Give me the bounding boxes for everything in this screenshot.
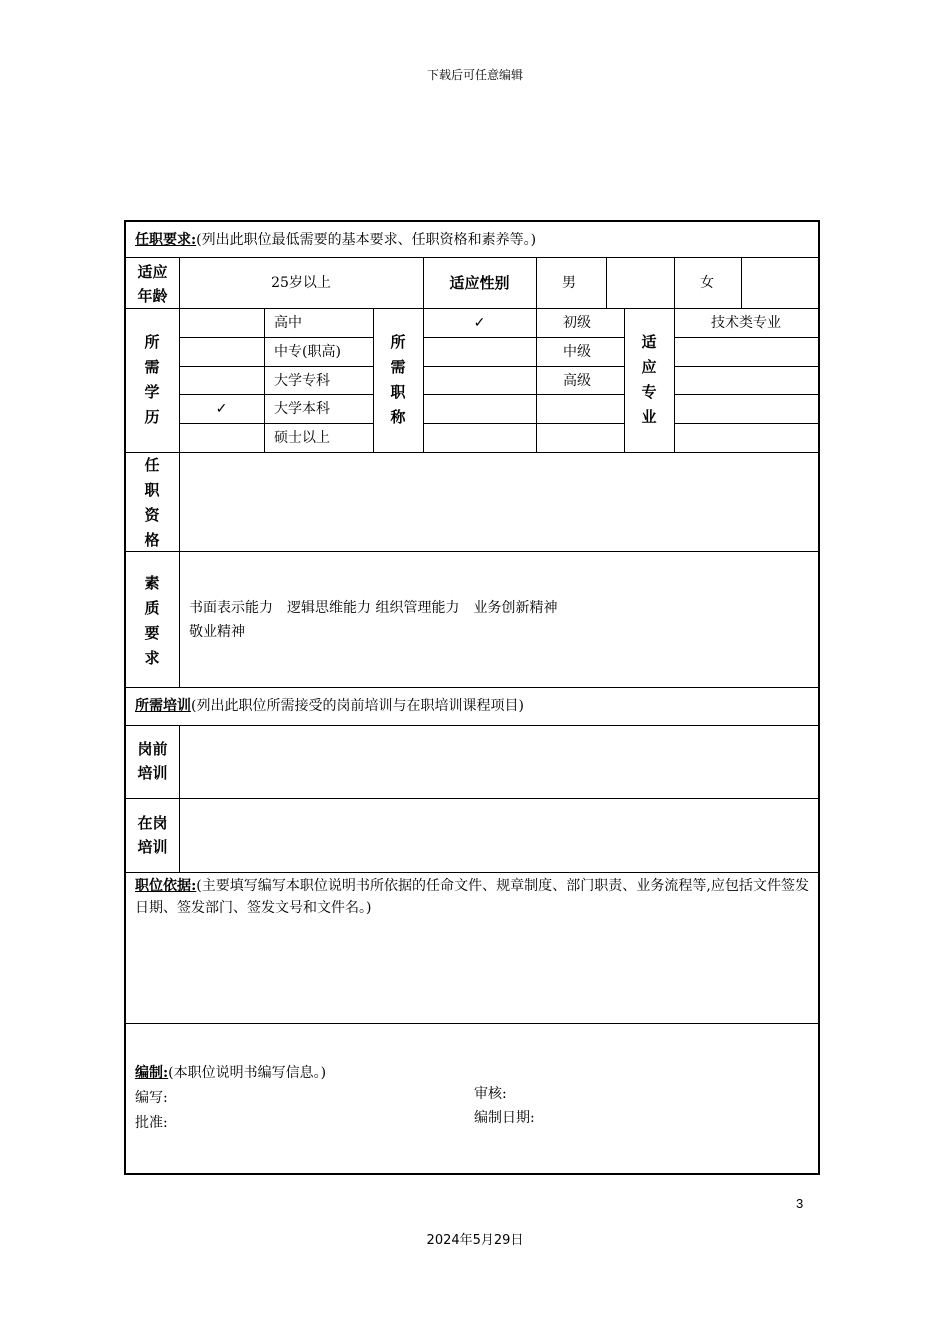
- row-divider: [179, 366, 373, 367]
- gender-male: 男: [562, 275, 576, 291]
- education-level-master: 硕士以上: [274, 430, 330, 446]
- education-check-mark: ✓: [215, 401, 228, 417]
- row-divider: [126, 551, 818, 552]
- requirements-desc: (列出此职位最低需要的基本要求、任职资格和素养等。): [196, 232, 537, 248]
- row-divider: [126, 308, 818, 309]
- reviewer-label: 审核:: [474, 1086, 507, 1102]
- pre-job-training-label: 岗前 培训: [137, 740, 168, 782]
- education-level-college: 大学专科: [274, 373, 330, 389]
- quality-label: 素 质 要 求: [144, 574, 160, 667]
- page-number: 3: [796, 1196, 804, 1211]
- qualification-label: 任 职 资 格: [144, 456, 160, 549]
- row-divider: [674, 366, 818, 367]
- basis-desc: (主要填写编写本职位说明书所依据的任命文件、规章制度、部门职责、业务流程等,应包括文件签发日期、签发部门、签发文号和文件名。): [135, 878, 809, 916]
- basis-title: 职位依据:: [135, 878, 197, 894]
- requirements-row: [135, 230, 536, 250]
- row-divider: [179, 423, 373, 424]
- row-divider: [126, 872, 818, 873]
- col-divider: [606, 257, 607, 309]
- quality-line-2: 敬业精神: [189, 624, 245, 640]
- row-divider: [179, 337, 373, 338]
- row-divider: [126, 687, 818, 688]
- title-rank-check-mark: ✓: [473, 315, 486, 331]
- row-divider: [674, 423, 818, 424]
- row-divider: [423, 394, 624, 395]
- basis-block: [135, 875, 809, 919]
- row-divider: [179, 394, 373, 395]
- requirements-title: 任职要求:: [135, 232, 197, 248]
- compile-date-label: 编制日期:: [474, 1110, 535, 1126]
- title-rank-label: 所 需 职 称: [390, 333, 406, 426]
- writer-label: 编写:: [135, 1090, 168, 1106]
- row-divider: [126, 257, 818, 258]
- qualification-field[interactable]: [180, 453, 818, 551]
- training-title: 所需培训: [135, 698, 191, 714]
- col-divider: [536, 308, 537, 453]
- education-level-bachelor: 大学本科: [274, 401, 330, 417]
- quality-line-1: 书面表示能力 逻辑思维能力 组织管理能力 业务创新精神: [189, 600, 558, 616]
- row-divider: [674, 394, 818, 395]
- page-header: 下载后可任意编辑: [426, 68, 523, 82]
- training-desc: (列出此职位所需接受的岗前培训与在职培训课程项目): [191, 698, 524, 714]
- pre-job-training-field[interactable]: [180, 726, 818, 798]
- gender-female: 女: [700, 275, 714, 291]
- job-requirements-form: [124, 220, 820, 1175]
- col-divider: [741, 257, 742, 309]
- major-label: 适 应 专 业: [641, 333, 657, 426]
- gender-label: 适应性别: [449, 274, 510, 292]
- education-label: 所 需 学 历: [144, 333, 160, 426]
- row-divider: [126, 1023, 818, 1024]
- col-divider: [674, 257, 675, 309]
- training-row: [135, 696, 524, 716]
- row-divider: [423, 337, 624, 338]
- compile-title: 编制:: [135, 1065, 169, 1081]
- row-divider: [423, 423, 624, 424]
- on-job-training-field[interactable]: [180, 799, 818, 872]
- footer-date: 2024年5月29日: [426, 1233, 524, 1248]
- col-divider: [264, 308, 265, 453]
- age-label: 适应 年龄: [137, 263, 168, 305]
- education-level-vocational: 中专(职高): [274, 344, 341, 360]
- on-job-training-label: 在岗 培训: [137, 814, 168, 856]
- title-rank-intermediate: 中级: [563, 344, 591, 360]
- age-value: 25岁以上: [271, 275, 331, 291]
- col-divider: [373, 308, 374, 453]
- title-rank-senior: 高级: [563, 373, 591, 389]
- compile-desc: (本职位说明书编写信息。): [168, 1065, 327, 1081]
- compile-row: [135, 1063, 326, 1083]
- col-divider: [624, 308, 625, 453]
- col-divider: [179, 551, 180, 688]
- row-divider: [674, 337, 818, 338]
- row-divider: [423, 366, 624, 367]
- education-level-high-school: 高中: [274, 315, 302, 331]
- title-rank-junior: 初级: [563, 315, 591, 331]
- major-value: 技术类专业: [711, 315, 781, 331]
- approver-label: 批准:: [135, 1115, 168, 1131]
- col-divider: [536, 257, 537, 309]
